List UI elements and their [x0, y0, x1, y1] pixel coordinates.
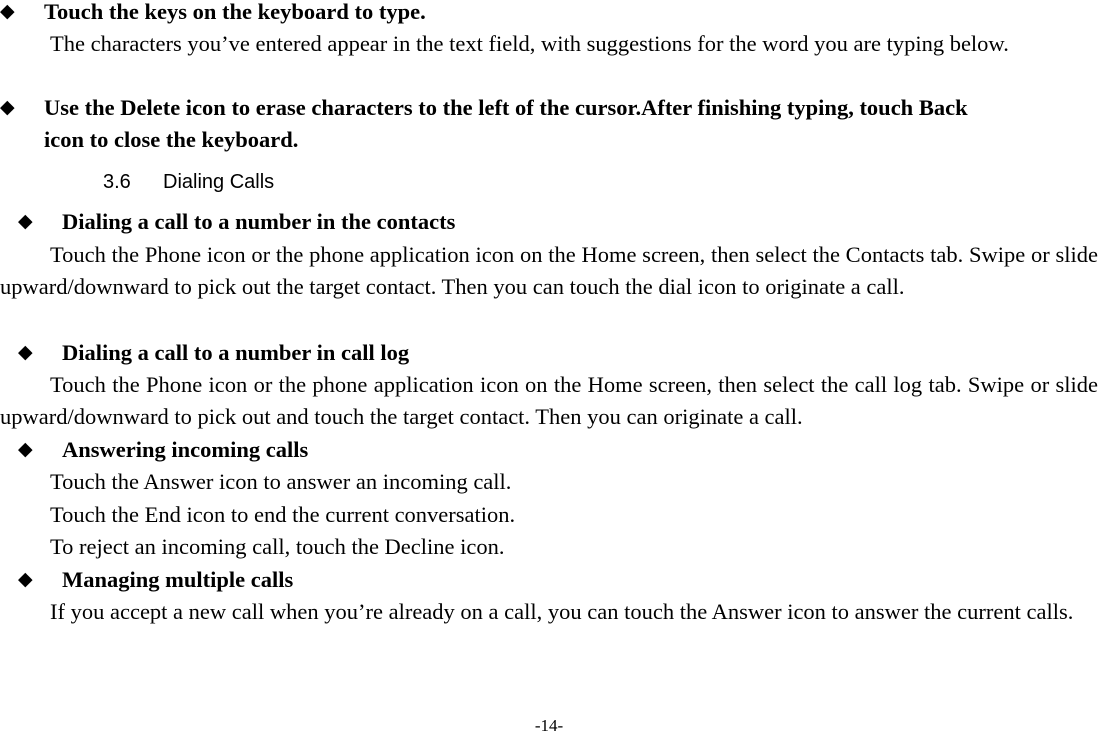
section-heading [103, 166, 274, 198]
subsection-title-text: Dialing a call to a number in call log [62, 340, 410, 365]
section-title: Dialing Calls [163, 171, 275, 193]
page-number: -14- [534, 716, 564, 735]
diamond-bullet-icon: ◆ [18, 569, 33, 590]
call-log-paragraph: Touch the Phone icon or the phone application icon on the Home screen, then select the call log tab. Swipe or slide upward/downward to pick out and touch the target contact. Then you can originate a call. [0, 372, 1098, 429]
subsection-title-text: Answering incoming calls [62, 437, 309, 462]
answer-line: Touch the Answer icon to answer an incoming call. [50, 469, 512, 494]
end-line: Touch the End icon to end the current conversation. [50, 502, 516, 527]
bullet-text-line1: Use the Delete icon to erase characters to the left of the cursor.After finishing typing, touch Back [44, 95, 968, 120]
subsection-title-text: Managing multiple calls [62, 567, 294, 592]
keyboard-typing-paragraph: The characters you’ve entered appear in the text field, with suggestions for the word you are typing below. [50, 31, 1009, 56]
bullet-text: Touch the keys on the keyboard to type. [44, 0, 426, 24]
multiple-calls-paragraph: If you accept a new call when you’re already on a call, you can touch the Answer icon to answer the current calls. [50, 599, 1074, 624]
diamond-bullet-icon: ◆ [18, 342, 33, 363]
decline-line: To reject an incoming call, touch the Decline icon. [50, 534, 505, 559]
diamond-bullet-icon: ◆ [18, 439, 33, 460]
diamond-bullet-icon: ◆ [0, 97, 15, 118]
diamond-bullet-icon: ◆ [0, 1, 15, 22]
contacts-paragraph: Touch the Phone icon or the phone application icon on the Home screen, then select the Contacts tab. Swipe or slide upward/downward to pick out the target contact. Then you can touch the dial icon to originate a call. [0, 242, 1098, 299]
bullet-text-line2: icon to close the keyboard. [44, 127, 299, 152]
section-number: 3.6 [103, 171, 131, 193]
subsection-title-text: Dialing a call to a number in the contacts [62, 209, 456, 234]
diamond-bullet-icon: ◆ [18, 211, 33, 232]
